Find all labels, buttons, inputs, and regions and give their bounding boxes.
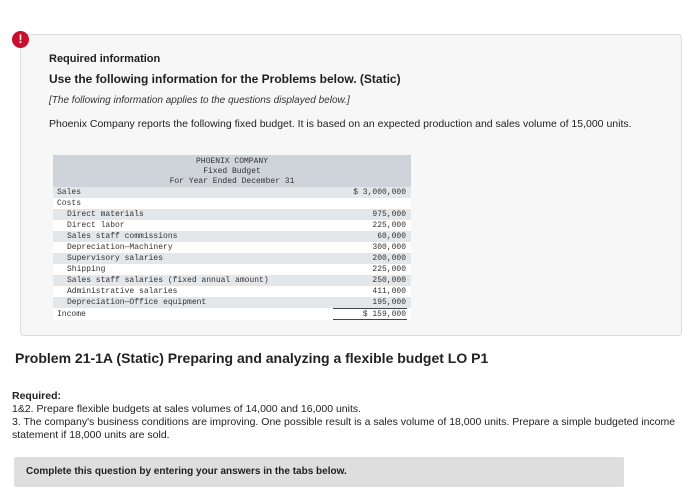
cost-amount: 200,000 — [372, 254, 406, 263]
complete-question-banner — [14, 457, 624, 487]
income-amount: $ 159,000 — [362, 310, 406, 319]
cost-amount: 975,000 — [372, 210, 406, 219]
cost-label: Supervisory salaries — [67, 254, 164, 263]
budget-period: For Year Ended December 31 — [169, 177, 295, 186]
cost-row — [53, 286, 411, 297]
alert-icon: ! — [12, 31, 29, 48]
sales-label: Sales — [57, 188, 82, 197]
cost-row — [53, 209, 411, 220]
cost-row — [53, 253, 411, 264]
cost-label: Shipping — [67, 265, 106, 274]
applies-note: [The following information applies to the questions displayed below.] — [49, 95, 350, 106]
budget-title: Fixed Budget — [203, 167, 261, 176]
cost-label: Depreciation—Machinery — [67, 243, 173, 252]
use-following-heading: Use the following information for the Problems below. (Static) — [49, 72, 401, 86]
cost-amount: 195,000 — [372, 298, 406, 307]
problem-title: Problem 21-1A (Static) Preparing and analyzing a flexible budget LO P1 — [15, 350, 489, 366]
intro-paragraph: Phoenix Company reports the following fixed budget. It is based on an expected production and sales volume of 15,000 units. — [49, 118, 632, 130]
required-info-heading: Required information — [49, 53, 161, 65]
income-label: Income — [57, 310, 86, 319]
cost-label: Direct materials — [67, 210, 144, 219]
cost-amount: 411,000 — [372, 287, 406, 296]
cost-amount: 300,000 — [372, 243, 406, 252]
complete-question-text: Complete this question by entering your answers in the tabs below. — [26, 466, 347, 477]
requirement-3: 3. The company's business conditions are improving. One possible result is a sales volume of 18,000 units. Prepare a simple budgeted income statement if 18,000 units are sold. — [12, 416, 676, 441]
cost-row — [53, 297, 411, 308]
cost-amount: 225,000 — [372, 221, 406, 230]
cost-amount: 225,000 — [372, 265, 406, 274]
cost-row — [53, 264, 411, 275]
sales-row — [53, 187, 411, 198]
fixed-budget-table — [53, 155, 411, 320]
costs-row — [53, 198, 411, 209]
budget-header — [53, 155, 411, 187]
cost-amount: 250,000 — [372, 276, 406, 285]
requirement-1-2: 1&2. Prepare flexible budgets at sales volumes of 14,000 and 16,000 units. — [12, 403, 362, 415]
cost-row — [53, 242, 411, 253]
total-rule — [333, 319, 407, 320]
costs-label: Costs — [57, 199, 82, 208]
cost-row — [53, 231, 411, 242]
cost-label: Direct labor — [67, 221, 125, 230]
cost-row — [53, 275, 411, 286]
cost-label: Administrative salaries — [67, 287, 178, 296]
cost-label: Sales staff commissions — [67, 232, 178, 241]
cost-row — [53, 220, 411, 231]
cost-label: Sales staff salaries (fixed annual amount) — [67, 276, 269, 285]
cost-amount: 60,000 — [377, 232, 406, 241]
required-label: Required: — [12, 390, 62, 402]
budget-company: PHOENIX COMPANY — [195, 157, 268, 166]
sales-amount: $ 3,000,000 — [353, 188, 406, 197]
cost-label: Depreciation—Office equipment — [67, 298, 207, 307]
